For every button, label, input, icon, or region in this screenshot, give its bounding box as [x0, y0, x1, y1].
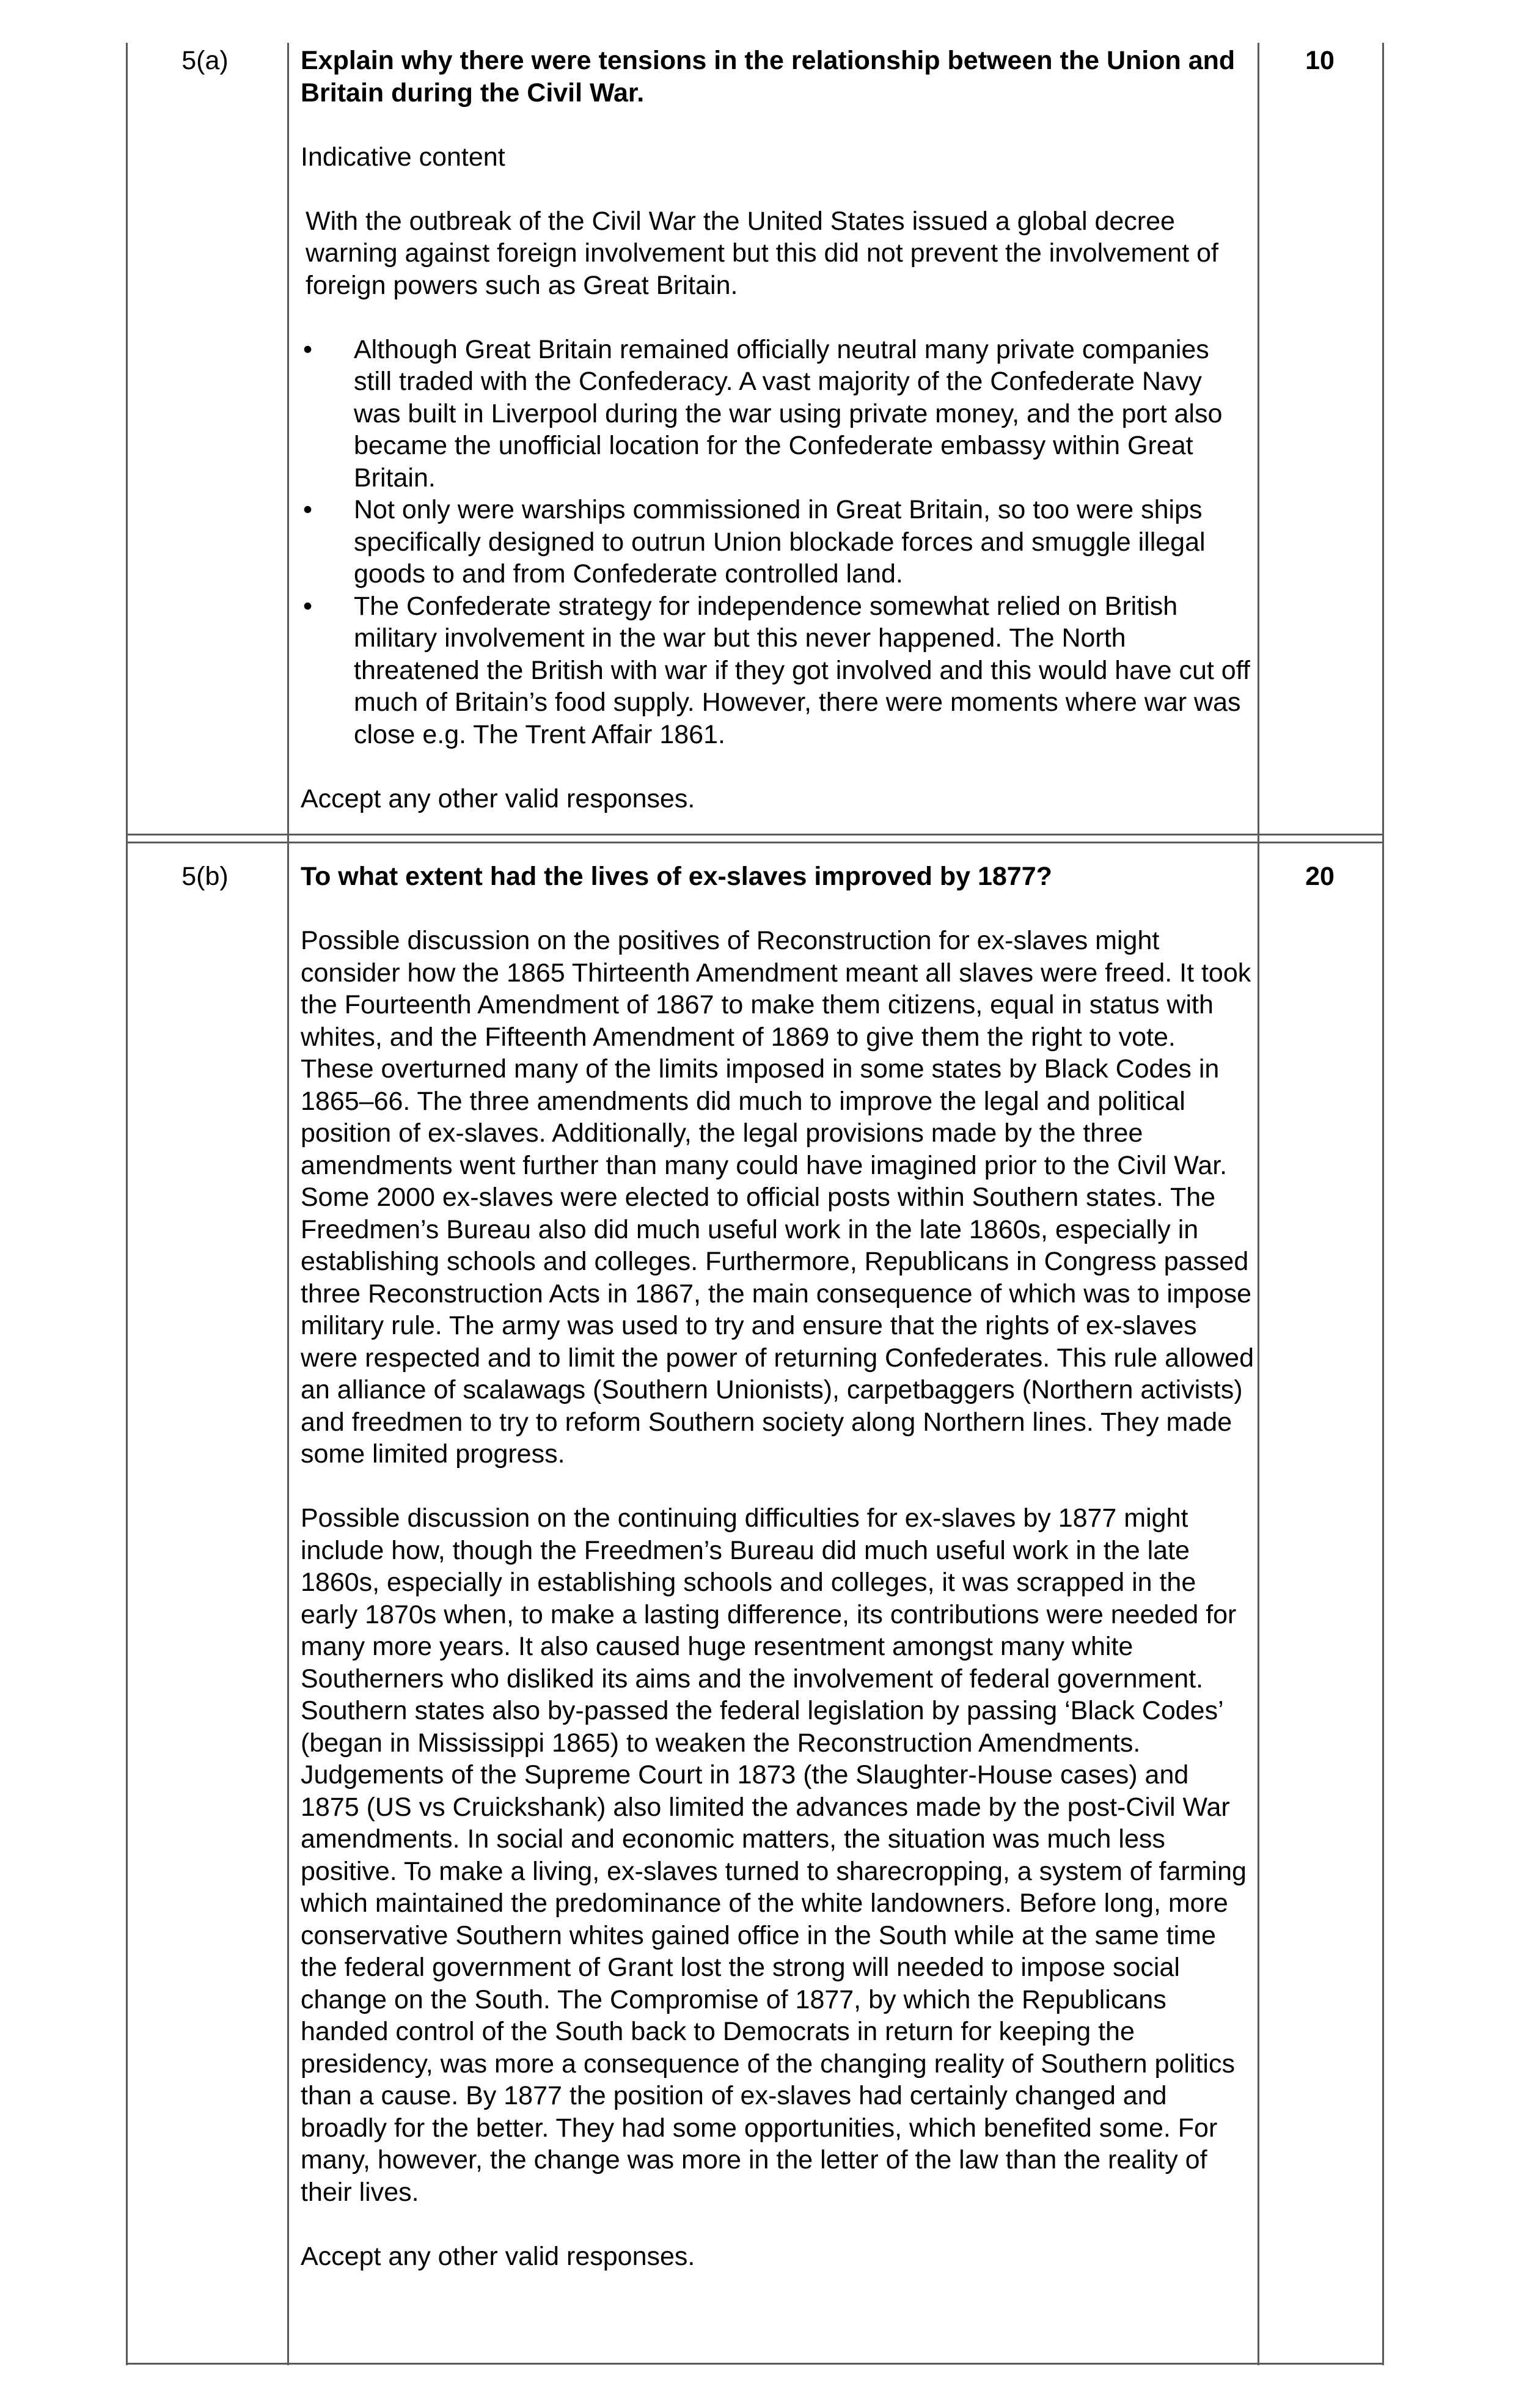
question-title-5a: Explain why there were tensions in the relationship between the Union and Britain during the Civil War. [301, 46, 1236, 108]
question-content-5b [301, 861, 1254, 2272]
discussion-paragraph-positives: Possible discussion on the positives of Reconstruction for ex-slaves might consider how the 1865 Thirteenth Amendment meant all slaves were freed. It took the Fourteenth Amendment of 1867 to make them citizens, equal in status with whites, and the Fifteenth Amendment of 1869 to give them the right to vote. These overturned many of the limits imposed in some states by Black Codes in 1865–66. The three amendments did much to improve the legal and political position of ex-slaves. Additionally, the legal provisions made by the three amendments went further than many could have imagined prior to the Civil War. Some 2000 ex-slaves were elected to official posts within Southern states. The Freedmen’s Bureau also did much useful work in the late 1860s, especially in establishing schools and colleges. Furthermore, Republicans in Congress passed three Reconstruction Acts in 1867, the main consequence of which was to impose military rule. The army was used to try and ensure that the rights of ex-slaves were respected and to limit the power of returning Confederates. This rule allowed an alliance of scalawags (Southern Unionists), carpetbaggers (Northern activists) and freedmen to try to reform Southern society along Northern lines. They made some limited progress. [301, 926, 1254, 1469]
spacer [301, 109, 1254, 141]
question-number-5b: 5(b) [181, 862, 229, 891]
closing-note-5b: Accept any other valid responses. [301, 2241, 695, 2271]
question-number-5a: 5(a) [181, 46, 229, 75]
question-content-5a [301, 45, 1254, 815]
spacer [301, 751, 1254, 783]
question-title-5b: To what extent had the lives of ex-slaves improved by 1877? [301, 862, 1052, 891]
table-border-bottom [126, 2363, 1384, 2365]
discussion-paragraph-difficulties: Possible discussion on the continuing difficulties for ex-slaves by 1877 might include how, though the Freedmen’s Bureau did much useful work in the late 1860s, especially in establishing schools and colleges, it was scrapped in the early 1870s when, to make a lasting difference, its contributions were needed for many more years. It also caused huge resentment amongst many white Southerners who disliked its aims and the involvement of federal government. Southern states also by-passed the federal legislation by passing ‘Black Codes’ (began in Mississippi 1865) to weaken the Reconstruction Amendments. Judgements of the Supreme Court in 1873 (the Slaughter-House cases) and 1875 (US vs Cruickshank) also limited the advances made by the post-Civil War amendments. In social and economic matters, the situation was much less positive. To make a living, ex-slaves turned to sharecropping, a system of farming which maintained the predominance of the white landowners. Before long, more conservative Southern whites gained office in the South while at the same time the federal government of Grant lost the strong will needed to impose social change on the South. The Compromise of 1877, by which the Republicans handed control of the South back to Democrats in return for keeping the presidency, was more a consequence of the changing reality of Southern politics than a cause. By 1877 the position of ex-slaves had certainly changed and broadly for the better. They had some opportunities, which benefited some. For many, however, the change was more in the letter of the law than the reality of their lives. [301, 1503, 1247, 2207]
table-divider-marks [1258, 43, 1259, 2365]
row-separator-bottom [126, 842, 1384, 843]
list-item: • The Confederate strategy for independence somewhat relied on British military involvement in the war but this never happened. The North threatened the British with war if they got involved and this would have cut off much of Britain’s food supply. However, there were moments where war was close e.g. The Trent Affair 1861. [301, 590, 1254, 751]
intro-paragraph-5a: With the outbreak of the Civil War the United States issued a global decree warning against foreign involvement but this did not prevent the involvement of foreign powers such as Great Britain. [306, 206, 1218, 300]
question-marks-5a: 10 [1305, 46, 1335, 75]
bullet-list-5a [301, 334, 1254, 751]
spacer [301, 2208, 1254, 2241]
table-border-left [126, 43, 128, 2365]
list-item: • Not only were warships commissioned in Great Britain, so too were ships specifically designed to outrun Union blockade forces and smuggle illegal goods to and from Confederate controlled land. [301, 494, 1254, 590]
list-item: • Although Great Britain remained officially neutral many private companies still traded with the Confederacy. A vast majority of the Confederate Navy was built in Liverpool during the war using private money, and the port also became the unofficial location for the Confederate embassy within Great Britain. [301, 334, 1254, 494]
table-divider-number [287, 43, 289, 2365]
closing-note-5a: Accept any other valid responses. [301, 784, 695, 813]
indicative-content-heading: Indicative content [301, 142, 505, 172]
row-separator-top [126, 834, 1384, 835]
spacer [301, 893, 1254, 925]
spacer [301, 301, 1254, 334]
spacer [301, 173, 1254, 205]
spacer [301, 1470, 1254, 1503]
question-marks-5b: 20 [1305, 862, 1335, 891]
table-border-right [1382, 43, 1384, 2365]
